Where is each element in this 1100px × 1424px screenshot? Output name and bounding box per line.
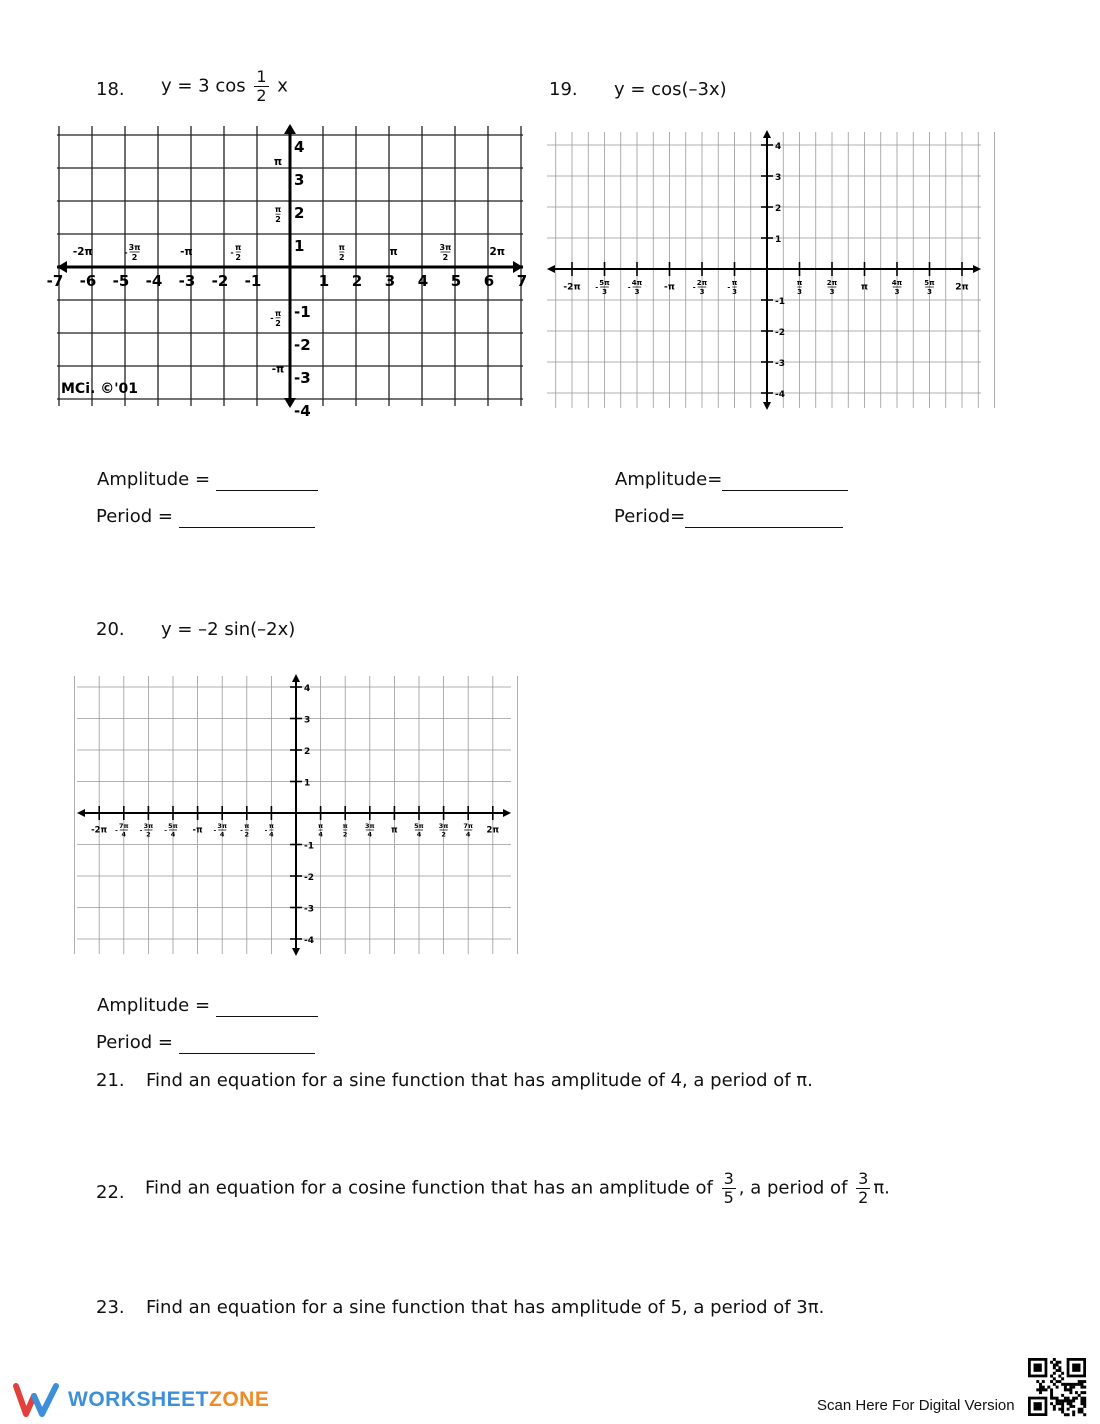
y-tick-label: -4: [775, 390, 785, 400]
y-axis-arrow-down: [763, 402, 771, 410]
x-tick-label: -2: [211, 272, 229, 290]
svg-text:-: -: [164, 826, 167, 835]
y-tick-label: -2: [304, 873, 314, 883]
qr-code-icon[interactable]: [1028, 1358, 1086, 1416]
svg-text:5π: 5π: [414, 822, 424, 830]
x-tick-label: 5: [450, 272, 462, 290]
period-19-label: Period=: [614, 506, 686, 527]
svg-text:-2π: -2π: [72, 245, 93, 258]
x-tick-label: [861, 282, 868, 292]
svg-text:π: π: [268, 822, 274, 830]
x-tick-label: 6: [483, 272, 495, 290]
svg-text:3: 3: [829, 288, 835, 296]
svg-text:3: 3: [602, 288, 607, 296]
svg-text:-2π: -2π: [563, 282, 581, 293]
amplitude-19: [615, 469, 848, 491]
y-tick-label: 3: [304, 715, 311, 726]
svg-text:5π: 5π: [924, 279, 935, 287]
problem-18-equation: [161, 68, 288, 105]
svg-text:3π: 3π: [364, 822, 375, 830]
svg-text:-: -: [139, 826, 143, 835]
graph-18-grid: [46, 122, 528, 420]
amplitude-19-blank[interactable]: [722, 472, 848, 491]
svg-text:2: 2: [275, 318, 281, 328]
graph-credit: MCi. ©'01: [61, 381, 138, 397]
y-tick-label: -3: [775, 359, 785, 369]
svg-text:2: 2: [441, 830, 446, 839]
x-tick-label: 7: [516, 272, 528, 290]
svg-text:-: -: [692, 283, 696, 292]
x-tick-label: -4: [145, 272, 163, 290]
equation-prefix: y = 3 cos: [161, 75, 246, 97]
x-pi-label: [439, 243, 451, 262]
problem-18-number: 18.: [96, 79, 125, 100]
x-tick-label: 2: [351, 272, 363, 290]
y-tick-label: 1: [775, 235, 782, 245]
x-tick-label: [693, 279, 708, 296]
x-tick-label: [365, 822, 375, 839]
y-axis-arrow-up: [284, 124, 296, 134]
period-18: [96, 506, 315, 528]
svg-text:π: π: [391, 824, 398, 835]
y-tick-label: 2: [775, 204, 782, 214]
svg-text:π: π: [338, 243, 345, 252]
problem-19-equation: y = cos(–3x): [614, 79, 727, 100]
x-tick-label: [240, 822, 249, 839]
svg-text:π: π: [342, 822, 348, 830]
svg-text:-π: -π: [271, 363, 285, 376]
svg-text:4: 4: [318, 830, 323, 839]
fraction-numerator: 3: [723, 1169, 734, 1188]
x-tick-label: [414, 822, 424, 839]
problem-22-text-c: π.: [873, 1177, 890, 1199]
period-20-label: Period =: [96, 1032, 173, 1053]
svg-text:-: -: [124, 247, 128, 257]
x-tick-label: [193, 824, 204, 834]
svg-text:2: 2: [342, 830, 348, 839]
svg-text:5π: 5π: [599, 279, 610, 287]
problem-20-equation: y = –2 sin(–2x): [161, 619, 296, 640]
scan-caption: Scan Here For Digital Version: [817, 1397, 1015, 1414]
svg-text:3π: 3π: [128, 243, 141, 252]
x-tick-label: [827, 279, 838, 296]
x-tick-label: [628, 279, 643, 296]
x-tick-label: [797, 279, 803, 296]
svg-text:5π: 5π: [168, 822, 178, 830]
y-tick-label: 2: [304, 747, 311, 757]
y-tick-label: -3: [304, 904, 314, 915]
x-tick-label: [595, 279, 610, 296]
svg-text:3: 3: [634, 288, 640, 296]
worksheetzone-logo-icon: [14, 1382, 60, 1418]
y-tick-label: 2: [294, 204, 305, 222]
period-20: [96, 1032, 315, 1054]
amplitude-18: [97, 469, 318, 491]
svg-text:7π: 7π: [118, 822, 129, 830]
x-axis-arrow-right: [973, 265, 981, 273]
fraction-one-half: [254, 68, 268, 105]
svg-text:-: -: [240, 826, 243, 835]
x-tick-label: 1: [318, 272, 330, 290]
svg-text:-: -: [270, 313, 274, 323]
period-18-blank[interactable]: [179, 509, 315, 528]
x-tick-label: -7: [46, 272, 64, 290]
y-tick-label: 1: [304, 778, 311, 789]
x-pi-label: [180, 246, 193, 258]
svg-text:-: -: [230, 247, 234, 257]
amplitude-18-blank[interactable]: [216, 472, 318, 491]
svg-text:π: π: [235, 243, 242, 252]
svg-text:-π: -π: [180, 245, 193, 258]
y-tick-label: -2: [294, 336, 311, 354]
fraction-numerator: 1: [256, 67, 267, 86]
x-axis-arrow-right: [503, 809, 511, 817]
svg-text:2π: 2π: [826, 279, 838, 287]
y-pi-label: [274, 156, 282, 168]
y-tick-label: 1: [294, 237, 305, 255]
svg-text:3: 3: [894, 288, 900, 296]
svg-text:4: 4: [121, 830, 127, 839]
x-tick-label: [439, 822, 449, 839]
svg-text:π: π: [731, 279, 738, 287]
svg-text:3: 3: [927, 288, 932, 296]
svg-text:2π: 2π: [696, 279, 708, 287]
x-tick-label: -6: [79, 272, 97, 290]
fraction-denominator: 5: [723, 1188, 734, 1207]
svg-text:3π: 3π: [438, 822, 449, 830]
y-tick-label: 4: [775, 142, 782, 152]
svg-text:4: 4: [170, 830, 176, 839]
x-tick-label: [265, 822, 274, 839]
problem-22-text: [145, 1170, 890, 1207]
amplitude-18-label: Amplitude =: [97, 469, 211, 490]
svg-text:-π: -π: [664, 282, 675, 293]
x-axis-arrow-left: [77, 809, 85, 817]
x-tick-label: [563, 282, 580, 292]
svg-text:π: π: [274, 308, 282, 318]
svg-text:-: -: [213, 826, 217, 835]
y-tick-label: -3: [294, 369, 311, 387]
x-pi-label: [230, 243, 241, 262]
x-tick-label: [892, 279, 903, 296]
graph-20-grid: [75, 672, 515, 958]
x-tick-label: -1: [244, 272, 262, 290]
x-tick-label: [115, 822, 129, 839]
svg-text:π: π: [318, 822, 324, 830]
x-tick-label: [955, 282, 969, 292]
x-tick-label: [343, 822, 348, 839]
svg-text:3π: 3π: [217, 822, 228, 830]
svg-text:π: π: [244, 822, 250, 830]
y-axis-arrow-down: [292, 948, 300, 956]
y-tick-label: -1: [304, 841, 314, 852]
period-19-blank[interactable]: [685, 509, 843, 528]
x-tick-label: 4: [417, 272, 429, 290]
svg-text:2π: 2π: [489, 245, 505, 258]
fraction-three-halves: [856, 1170, 870, 1207]
x-pi-label: [339, 243, 345, 262]
x-tick-label: [318, 822, 323, 839]
problem-20-number: 20.: [96, 619, 125, 640]
y-tick-label: 4: [294, 138, 305, 156]
x-axis-arrow-left: [547, 265, 555, 273]
svg-text:4: 4: [219, 830, 225, 839]
svg-text:-: -: [627, 283, 631, 292]
period-19: [614, 506, 843, 528]
problem-22-text-b: , a period of: [738, 1177, 848, 1199]
svg-text:4: 4: [416, 830, 422, 839]
svg-text:-: -: [115, 826, 118, 835]
x-tick-label: -5: [112, 272, 130, 290]
y-tick-label: 4: [304, 684, 311, 694]
amplitude-19-label: Amplitude=: [615, 469, 723, 490]
x-pi-label: [124, 243, 140, 262]
x-tick-label: [924, 279, 935, 296]
x-tick-label: [391, 824, 398, 834]
svg-text:-: -: [727, 283, 731, 292]
fraction-denominator: 2: [256, 86, 267, 105]
x-pi-label: [73, 246, 93, 258]
problem-21-text: Find an equation for a sine function that has amplitude of 4, a period of π.: [146, 1070, 813, 1091]
problem-19-number: 19.: [549, 79, 578, 100]
svg-text:2: 2: [131, 253, 138, 262]
svg-text:π: π: [274, 205, 282, 215]
brand-part-zone: ZONE: [209, 1388, 270, 1411]
svg-text:-: -: [264, 826, 268, 835]
y-tick-label: 3: [775, 173, 782, 183]
y-tick-label: -2: [775, 328, 785, 338]
y-tick-label: -1: [775, 297, 785, 307]
y-tick-label: -4: [304, 936, 314, 946]
x-tick-label: [91, 824, 107, 834]
x-tick-label: -3: [178, 272, 196, 290]
svg-text:π: π: [860, 282, 869, 293]
x-tick-label: [140, 822, 154, 839]
x-tick-label: [727, 279, 737, 296]
period-20-blank[interactable]: [179, 1035, 315, 1054]
y-tick-label: -1: [294, 303, 311, 321]
fraction-numerator: 3: [858, 1169, 869, 1188]
amplitude-20: [97, 995, 318, 1017]
y-pi-label: [275, 205, 281, 224]
svg-text:3: 3: [732, 288, 737, 296]
svg-text:3π: 3π: [439, 243, 452, 252]
brand-part-worksheet: WORKSHEET: [68, 1388, 209, 1411]
svg-text:3: 3: [797, 288, 802, 296]
svg-text:2: 2: [244, 830, 250, 839]
x-pi-label: [390, 246, 398, 258]
problem-21-number: 21.: [96, 1070, 125, 1091]
svg-text:3: 3: [699, 288, 705, 296]
graph-19-grid: [545, 128, 985, 412]
amplitude-20-label: Amplitude =: [97, 995, 211, 1016]
svg-text:-2π: -2π: [91, 824, 108, 835]
problem-23-number: 23.: [96, 1297, 125, 1318]
y-pi-label: [270, 309, 281, 328]
svg-text:2: 2: [339, 253, 345, 262]
y-tick-label: -4: [294, 402, 311, 420]
svg-text:2π: 2π: [486, 824, 500, 835]
equation-suffix: x: [277, 75, 288, 97]
x-tick-label: 3: [384, 272, 396, 290]
svg-text:4: 4: [465, 830, 471, 839]
x-pi-label: [490, 246, 505, 258]
fraction-three-fifths: [722, 1170, 736, 1207]
y-axis-arrow-up: [292, 674, 300, 682]
svg-text:7π: 7π: [463, 822, 474, 830]
svg-text:π: π: [273, 156, 283, 169]
svg-text:4: 4: [269, 830, 274, 839]
svg-text:π: π: [389, 245, 398, 258]
fraction-denominator: 2: [858, 1188, 869, 1207]
brand-wordmark[interactable]: [68, 1388, 269, 1412]
x-tick-label: [463, 822, 473, 839]
x-tick-label: [664, 282, 675, 292]
y-axis-arrow-up: [763, 130, 771, 138]
svg-text:2: 2: [275, 215, 281, 225]
svg-text:2: 2: [442, 253, 449, 262]
svg-text:-: -: [595, 283, 599, 292]
svg-text:4π: 4π: [631, 279, 643, 287]
svg-text:4π: 4π: [891, 279, 903, 287]
amplitude-20-blank[interactable]: [216, 998, 318, 1017]
problem-23-text: Find an equation for a sine function that has amplitude of 5, a period of 3π.: [146, 1297, 825, 1318]
period-18-label: Period =: [96, 506, 173, 527]
svg-text:π: π: [796, 279, 803, 287]
svg-text:2: 2: [235, 253, 241, 262]
y-tick-label: 3: [294, 171, 305, 189]
problem-22-number: 22.: [96, 1182, 125, 1203]
svg-text:-π: -π: [192, 824, 203, 835]
y-pi-label: [272, 363, 285, 375]
x-tick-label: [213, 822, 227, 839]
svg-text:4: 4: [367, 830, 373, 839]
svg-text:2π: 2π: [955, 282, 969, 293]
x-tick-label: [164, 822, 178, 839]
svg-text:3π: 3π: [143, 822, 154, 830]
svg-text:2: 2: [146, 830, 151, 839]
x-tick-label: [487, 824, 500, 834]
problem-22-text-a: Find an equation for a cosine function that has an amplitude of: [145, 1177, 713, 1199]
